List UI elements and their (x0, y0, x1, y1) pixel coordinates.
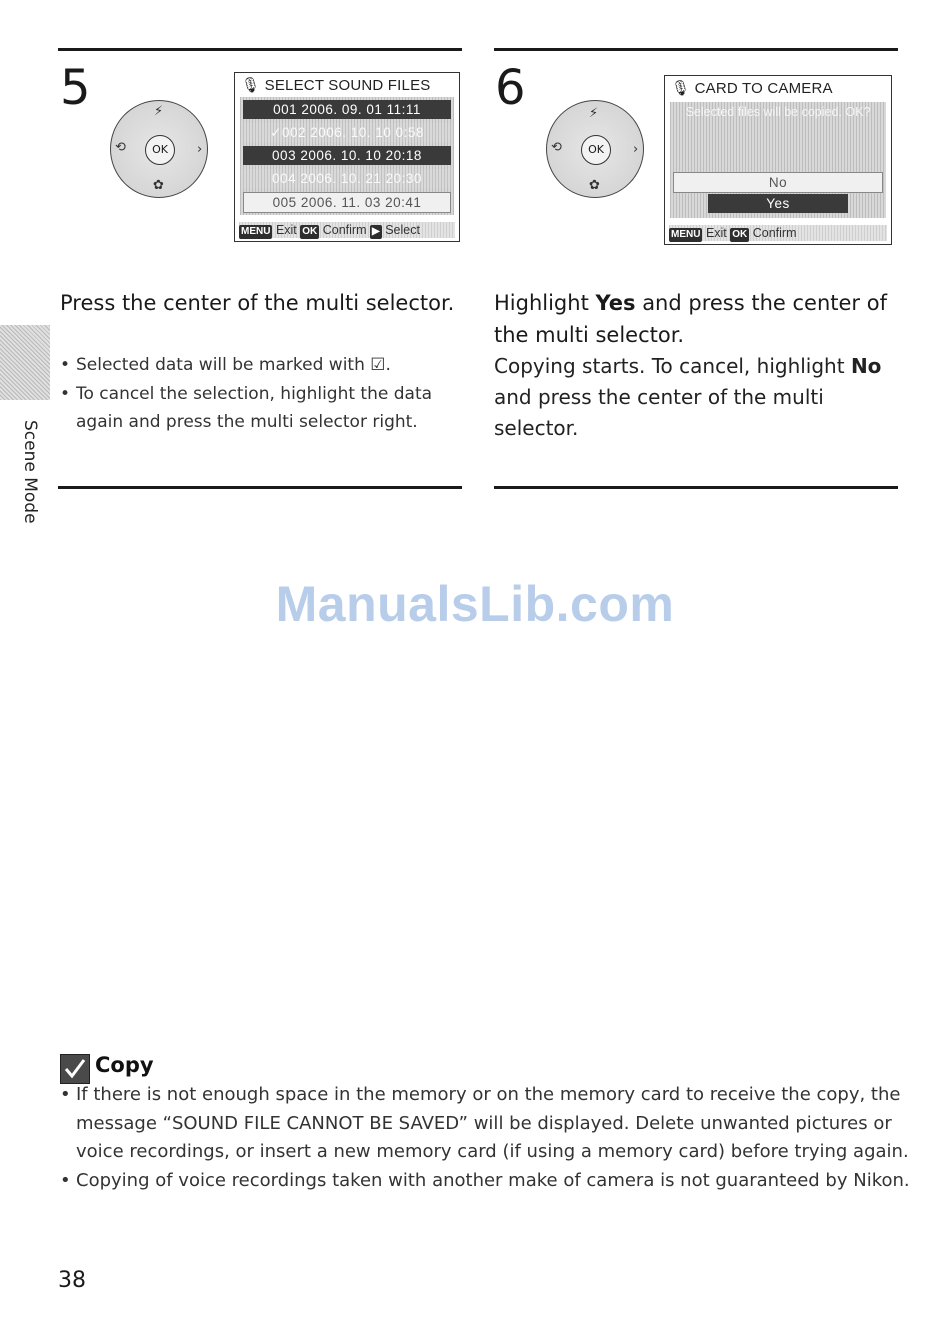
exit-label: Exit (705, 226, 727, 240)
menu-key: MENU (241, 226, 271, 237)
list-item: • To cancel the selection, highlight the data again and press the multi selector right. (58, 380, 458, 437)
step6-bottom-rule (494, 486, 898, 489)
lcd-title: 🎙 SELECT SOUND FILES (241, 77, 431, 94)
flash-icon: ⚡ (589, 106, 599, 121)
list-item: • Selected data will be marked with ☑. (58, 351, 458, 380)
yes-emphasis: Yes (595, 291, 636, 315)
multi-selector-diagram (546, 100, 644, 198)
right-arrow-icon: › (633, 142, 639, 157)
confirm-label: Confirm (752, 226, 797, 240)
ok-button: OK (145, 135, 175, 165)
macro-icon: ✿ (589, 178, 600, 193)
microphone-icon: 🎙 (671, 80, 691, 97)
self-timer-icon: ⟲ (115, 140, 126, 155)
para-text: and press the center of the multi selector. (494, 385, 824, 440)
step6-top-rule (494, 48, 898, 51)
list-item: 004 2006. 10. 21 20:30 (243, 169, 451, 188)
step5-heading: Press the center of the multi selector. (60, 291, 455, 315)
step5-bottom-rule (58, 486, 462, 489)
list-item: 003 2006. 10. 10 20:18 (243, 146, 451, 165)
sidebar-tab (0, 325, 50, 400)
right-arrow-key-icon: ▶ (372, 226, 380, 237)
macro-icon: ✿ (153, 178, 164, 193)
ok-key: OK (732, 229, 748, 240)
flash-icon: ⚡ (154, 104, 164, 119)
step6-paragraph (494, 351, 894, 444)
confirm-label: Confirm (322, 223, 367, 237)
sidebar-section-label: Scene Mode (20, 420, 40, 524)
list-item: 005 2006. 11. 03 20:41 (243, 192, 451, 213)
list-item: 001 2006. 09. 01 11:11 (243, 100, 451, 119)
para-text: Copying starts. To cancel, highlight (494, 354, 851, 378)
step5-bullets (58, 351, 458, 437)
copy-note-title: Copy (95, 1053, 154, 1077)
lcd-file-list (240, 97, 454, 215)
heading-text: and press the center of the multi selector. (494, 291, 887, 347)
list-item: ✓002 2006. 10. 10 0:58 (243, 123, 451, 142)
dialog-message: Selected files will be copied. OK? (685, 105, 871, 119)
self-timer-icon: ⟲ (551, 140, 562, 155)
lcd-dialog (670, 102, 886, 218)
microphone-icon: 🎙 (241, 77, 261, 94)
select-label: Select (385, 223, 420, 237)
lcd-footer (669, 225, 887, 241)
check-icon (61, 1055, 89, 1083)
watermark: ManualsLib.com (275, 576, 675, 632)
lcd-footer (239, 222, 455, 238)
ok-button: OK (581, 135, 611, 165)
ok-key: OK (302, 226, 318, 237)
menu-key: MENU (671, 229, 701, 240)
lcd-screen-select-sound-files (234, 72, 460, 242)
option-yes: Yes (708, 194, 848, 213)
option-no: No (673, 172, 883, 193)
lcd-title: 🎙 CARD TO CAMERA (671, 80, 833, 97)
step5-top-rule (58, 48, 462, 51)
step5-number: 5 (60, 60, 91, 116)
step6-heading (494, 287, 894, 351)
step6-number: 6 (495, 60, 526, 116)
copy-note-icon (60, 1054, 90, 1084)
lcd-screen-card-to-camera (664, 75, 892, 245)
multi-selector-diagram (110, 100, 208, 198)
heading-text: Highlight (494, 291, 596, 315)
exit-label: Exit (275, 223, 297, 237)
copy-note-bullets (60, 1081, 910, 1195)
list-item: • If there is not enough space in the memory or on the memory card to receive the copy, the message “SOUND FILE CANNOT BE SAVED” will be displayed. Delete unwanted pictures or voice recordings, or insert a new memory card (if using a memory card) before trying again. (60, 1081, 910, 1167)
list-item: • Copying of voice recordings taken with another make of camera is not guaranteed by Nikon. (60, 1167, 910, 1196)
no-emphasis: No (850, 354, 882, 378)
right-arrow-icon: › (197, 142, 203, 157)
page-number: 38 (58, 1268, 86, 1293)
